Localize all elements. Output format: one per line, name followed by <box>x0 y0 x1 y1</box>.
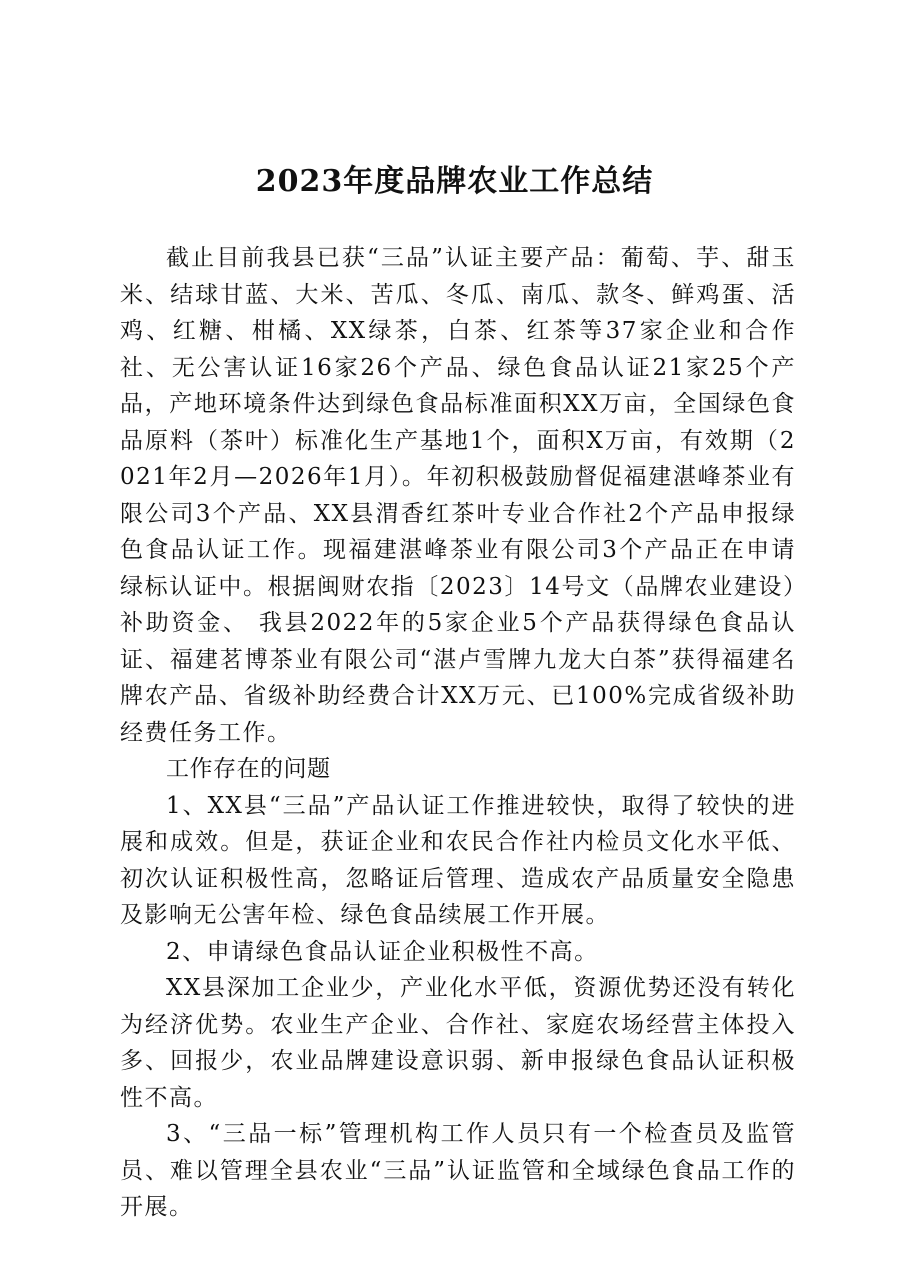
document-body <box>120 240 796 1226</box>
section-heading: 工作存在的问题 <box>166 756 331 782</box>
intro-paragraph: 截止目前我县已获“三品”认证主要产品：葡萄、芋、甜玉米、结球甘蓝、大米、苦瓜、冬瓜、南瓜、款冬、鲜鸡蛋、活鸡、红糖、柑橘、XX绿茶，白茶、红茶等37家企业和合作社、无公害认证16家26个产品、绿色食品认证21家25个产品，产地环境条件达到绿色食品标准面积XX万亩，全国绿色食品原料（茶叶）标准化生产基地1个，面积X万亩，有效期（2021年2月—2026年1月）。年初积极鼓励督促福建湛峰茶业有限公司3个产品、XX县渭香红茶叶专业合作社2个产品申报绿色食品认证工作。现福建湛峰茶业有限公司3个产品正在申请绿标认证中。根据闽财农指〔2023〕14号文（品牌农业建设）补助资金、 我县2022年的5家企业5个产品获得绿色食品认证、福建茗博茶业有限公司“湛卢雪牌九龙大白茶”获得福建名牌农产品、省级补助经费合计XX万元、已100%完成省级补助经费任务工作。 <box>120 245 796 746</box>
issue-detail-paragraph: XX县深加工企业少，产业化水平低，资源优势还没有转化为经济优势。农业生产企业、合作社、家庭农场经营主体投入多、回报少，农业品牌建设意识弱、新申报绿色食品认证积极性不高。 <box>120 975 796 1111</box>
document-title: 2023年度品牌农业工作总结 <box>255 164 654 199</box>
issue-paragraph-3: 3、“三品一标”管理机构工作人员只有一个检查员及监管员、难以管理全县农业“三品”认证监管和全域绿色食品工作的开展。 <box>120 1121 796 1220</box>
issue-paragraph-1: 1、XX县“三品”产品认证工作推进较快，取得了较快的进展和成效。但是，获证企业和农民合作社内检员文化水平低、初次认证积极性高，忽略证后管理、造成农产品质量安全隐患及影响无公害年检、绿色食品续展工作开展。 <box>120 792 796 928</box>
issue-paragraph-2: 2、申请绿色食品认证企业积极性不高。 <box>166 938 599 965</box>
